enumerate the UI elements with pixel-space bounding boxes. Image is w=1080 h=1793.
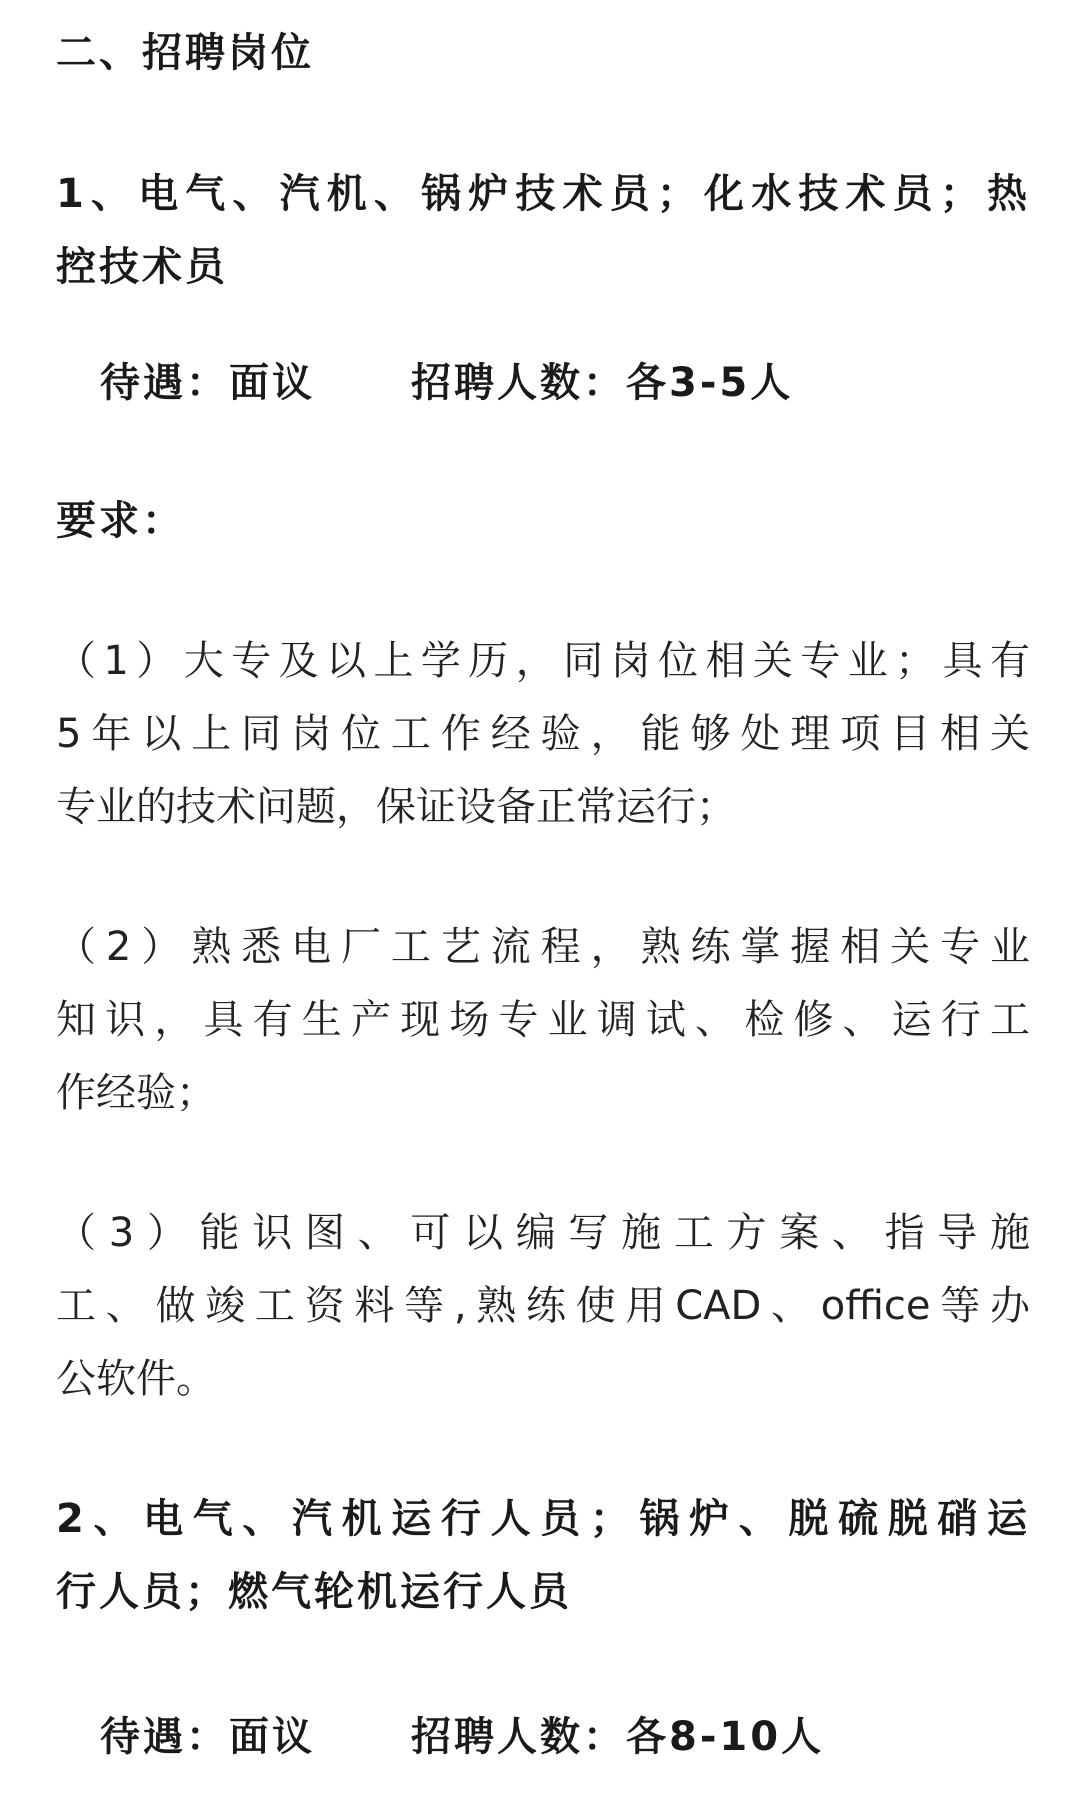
requirement-1-line-3: 专业的技术问题，保证设备正常运行； <box>56 784 736 830</box>
position-2-headcount: 招聘人数：各8-10人 <box>411 1714 825 1760</box>
position-1-title-line-2: 控技术员 <box>56 244 228 290</box>
requirement-2-line-3: 作经验； <box>56 1070 216 1116</box>
requirement-1-line-2: 5年以上同岗位工作经验，能够处理项目相关 <box>56 711 1030 757</box>
position-2-salary: 待遇：面议 <box>100 1714 315 1760</box>
requirement-3-line-3: 公软件。 <box>56 1356 216 1402</box>
position-2-terms <box>100 1700 1030 1774</box>
section-title: 二、招聘岗位 <box>56 30 314 76</box>
requirement-2-line-2: 知识，具有生产现场专业调试、检修、运行工 <box>56 997 1030 1043</box>
position-2-title-line-2: 行人员；燃气轮机运行人员 <box>56 1569 572 1615</box>
requirement-1-line-1: （1）大专及以上学历，同岗位相关专业；具有 <box>56 638 1030 684</box>
position-1-salary: 待遇：面议 <box>100 360 315 406</box>
requirement-3-line-1: （3）能识图、可以编写施工方案、指导施 <box>56 1210 1030 1256</box>
requirement-2-line-1: （2）熟悉电厂工艺流程，熟练掌握相关专业 <box>56 924 1030 970</box>
requirement-3-line-2: 工、做竣工资料等,熟练使用CAD、office等办 <box>56 1283 1030 1329</box>
position-1-requirements-label: 要求： <box>56 498 185 544</box>
position-1-title-line-1: 1、电气、汽机、锅炉技术员；化水技术员；热 <box>56 171 1030 217</box>
position-2-title-line-1: 2、电气、汽机运行人员；锅炉、脱硫脱硝运 <box>56 1496 1030 1542</box>
position-1-terms <box>100 346 1030 420</box>
position-1-headcount: 招聘人数：各3-5人 <box>411 360 794 406</box>
